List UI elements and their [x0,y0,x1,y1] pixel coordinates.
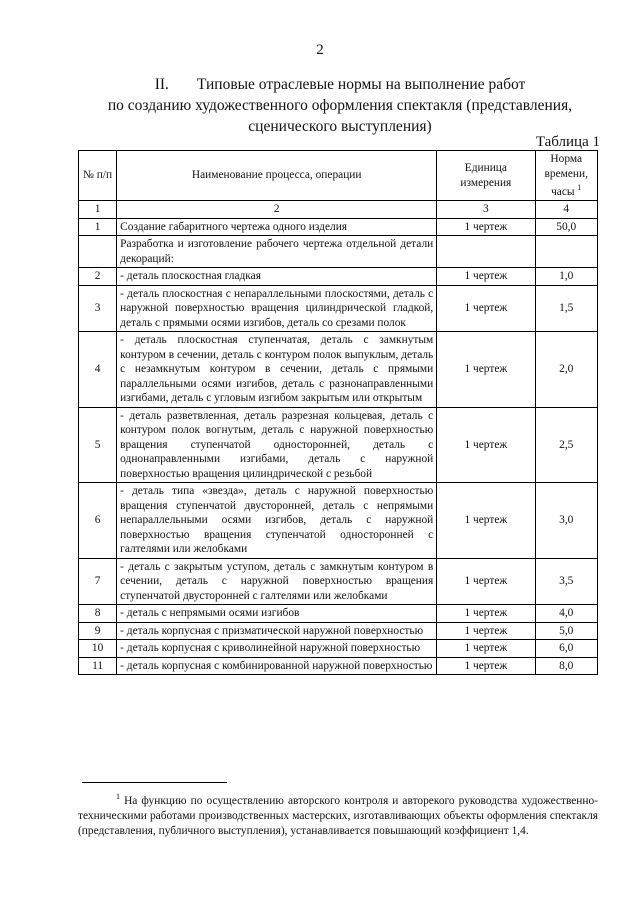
row-operation-name: - деталь корпусная с комбинированной наружной поверхностью [117,657,437,675]
table-row [79,218,598,236]
header-name [117,151,437,201]
row-operation-name: - деталь разветвленная, деталь разрезная кольцевая, деталь с контуром полок вогнутым, деталь с наружной поверхностью вращения ступенчатой односторонней, деталь с однонаправленными изгибами, деталь с наружной поверхностью вращения цилиндрической с резьбой [117,407,437,483]
row-number: 2 [79,268,117,286]
row-norm-hours: 1,0 [535,268,598,286]
row-norm-hours: 1,5 [535,285,598,332]
title-line-1 [60,74,620,95]
header-norm [535,151,598,201]
table-row [79,558,598,605]
row-operation-name: - деталь типа «звезда», деталь с наружной поверхностью вращения ступенчатой двусторонней, деталь с непрямыми непараллельными осями изгибов, деталь с наружной поверхностью вращения ступенчатой односторонней с галтелями или желобками [117,483,437,559]
row-operation-name: Разработка и изготовление рабочего чертежа отдельной детали декораций: [117,236,437,268]
title-line-1-text: Типовые отраслевые нормы на выполнение работ [196,76,526,93]
section-roman-numeral: II. [154,76,169,93]
title-line-3: сценического выступления) [248,118,432,135]
row-number: 3 [79,285,117,332]
header-name-text: Наименование процесса, операции [191,169,362,182]
row-operation-name: - деталь плоскостная гладкая [117,268,437,286]
row-operation-name: - деталь с непрямыми осями изгибов [117,605,437,623]
row-unit: 1 чертеж [437,285,535,332]
row-norm-hours: 6,0 [535,640,598,658]
table-row [79,236,598,268]
row-number: 4 [79,332,117,408]
table-row [79,640,598,658]
title-line-2: по созданию художественного оформления спектакля (представления, [107,97,573,114]
table-row [79,268,598,286]
row-number: 9 [79,622,117,640]
row-number: 1 [79,218,117,236]
row-norm-hours: 4,0 [535,605,598,623]
table-row [79,657,598,675]
header-num: № п/п [79,151,117,201]
table-header-row [79,151,598,201]
footnote [78,789,598,839]
row-operation-name: - деталь плоскостная с непараллельными плоскостями, деталь с наружной поверхностью вращения цилиндрической гладкой, деталь с прямыми осями изгибов, деталь со срезами полок [117,285,437,332]
footnote-text: На функцию по осуществлению авторского контроля и авторекого руководства художественно-техническими работами производственных мастерских, изготавливающих объекты оформления спектакля (представления, публичного выступления), устанавливается повышающий коэффициент 1,4. [78,794,598,837]
row-unit: 1 чертеж [437,640,535,658]
section-title [60,74,620,137]
row-operation-name: - деталь плоскостная ступенчатая, деталь с замкнутым контуром в сечении, деталь с контуром полок выпуклым, деталь с незамкнутым контуром в сечении, деталь с прямыми параллельными осями изгибов, деталь с разнонаправленными изгибами, деталь с угловым изгибом закрытым или открытым [117,332,437,408]
row-operation-name: Создание габаритного чертежа одного изделия [117,218,437,236]
row-number [79,236,117,268]
row-norm-hours: 3,5 [535,558,598,605]
row-norm-hours: 5,0 [535,622,598,640]
row-unit: 1 чертеж [437,483,535,559]
norms-table [78,150,598,675]
row-norm-hours: 8,0 [535,657,598,675]
row-norm-hours: 2,0 [535,332,598,408]
row-unit: 1 чертеж [437,332,535,408]
row-number: 7 [79,558,117,605]
table-label: Таблица 1 [535,134,600,150]
row-norm-hours: 2,5 [535,407,598,483]
row-operation-name: - деталь корпусная с призматической наружной поверхностью [117,622,437,640]
footnote-divider [82,782,227,783]
row-unit: 1 чертеж [437,268,535,286]
row-norm-hours [535,236,598,268]
column-number: 3 [437,201,535,219]
header-unit: Единица измерения [437,151,535,201]
table-row [79,483,598,559]
table-row [79,285,598,332]
row-unit [437,236,535,268]
row-number: 5 [79,407,117,483]
row-operation-name: - деталь с закрытым уступом, деталь с замкнутым контуром в сечении, деталь с наружной поверхностью вращения ступенчатой двусторонней с галтелями или желобками [117,558,437,605]
header-norm-text: Норма времени, часы [544,153,588,198]
row-unit: 1 чертеж [437,605,535,623]
row-norm-hours: 3,0 [535,483,598,559]
row-unit: 1 чертеж [437,218,535,236]
column-number: 2 [117,201,437,219]
table-row [79,407,598,483]
row-unit: 1 чертеж [437,622,535,640]
row-number: 8 [79,605,117,623]
page-number: 2 [316,42,324,58]
row-unit: 1 чертеж [437,558,535,605]
row-number: 6 [79,483,117,559]
table-row [79,605,598,623]
column-number: 4 [535,201,598,219]
row-unit: 1 чертеж [437,407,535,483]
header-footnote-mark: 1 [577,183,582,192]
row-operation-name: - деталь корпусная с криволинейной наружной поверхностью [117,640,437,658]
row-norm-hours: 50,0 [535,218,598,236]
table-row [79,622,598,640]
column-number-row [79,201,598,219]
footnote-mark: 1 [116,792,120,801]
column-number: 1 [79,201,117,219]
row-number: 10 [79,640,117,658]
row-number: 11 [79,657,117,675]
table-row [79,332,598,408]
row-unit: 1 чертеж [437,657,535,675]
